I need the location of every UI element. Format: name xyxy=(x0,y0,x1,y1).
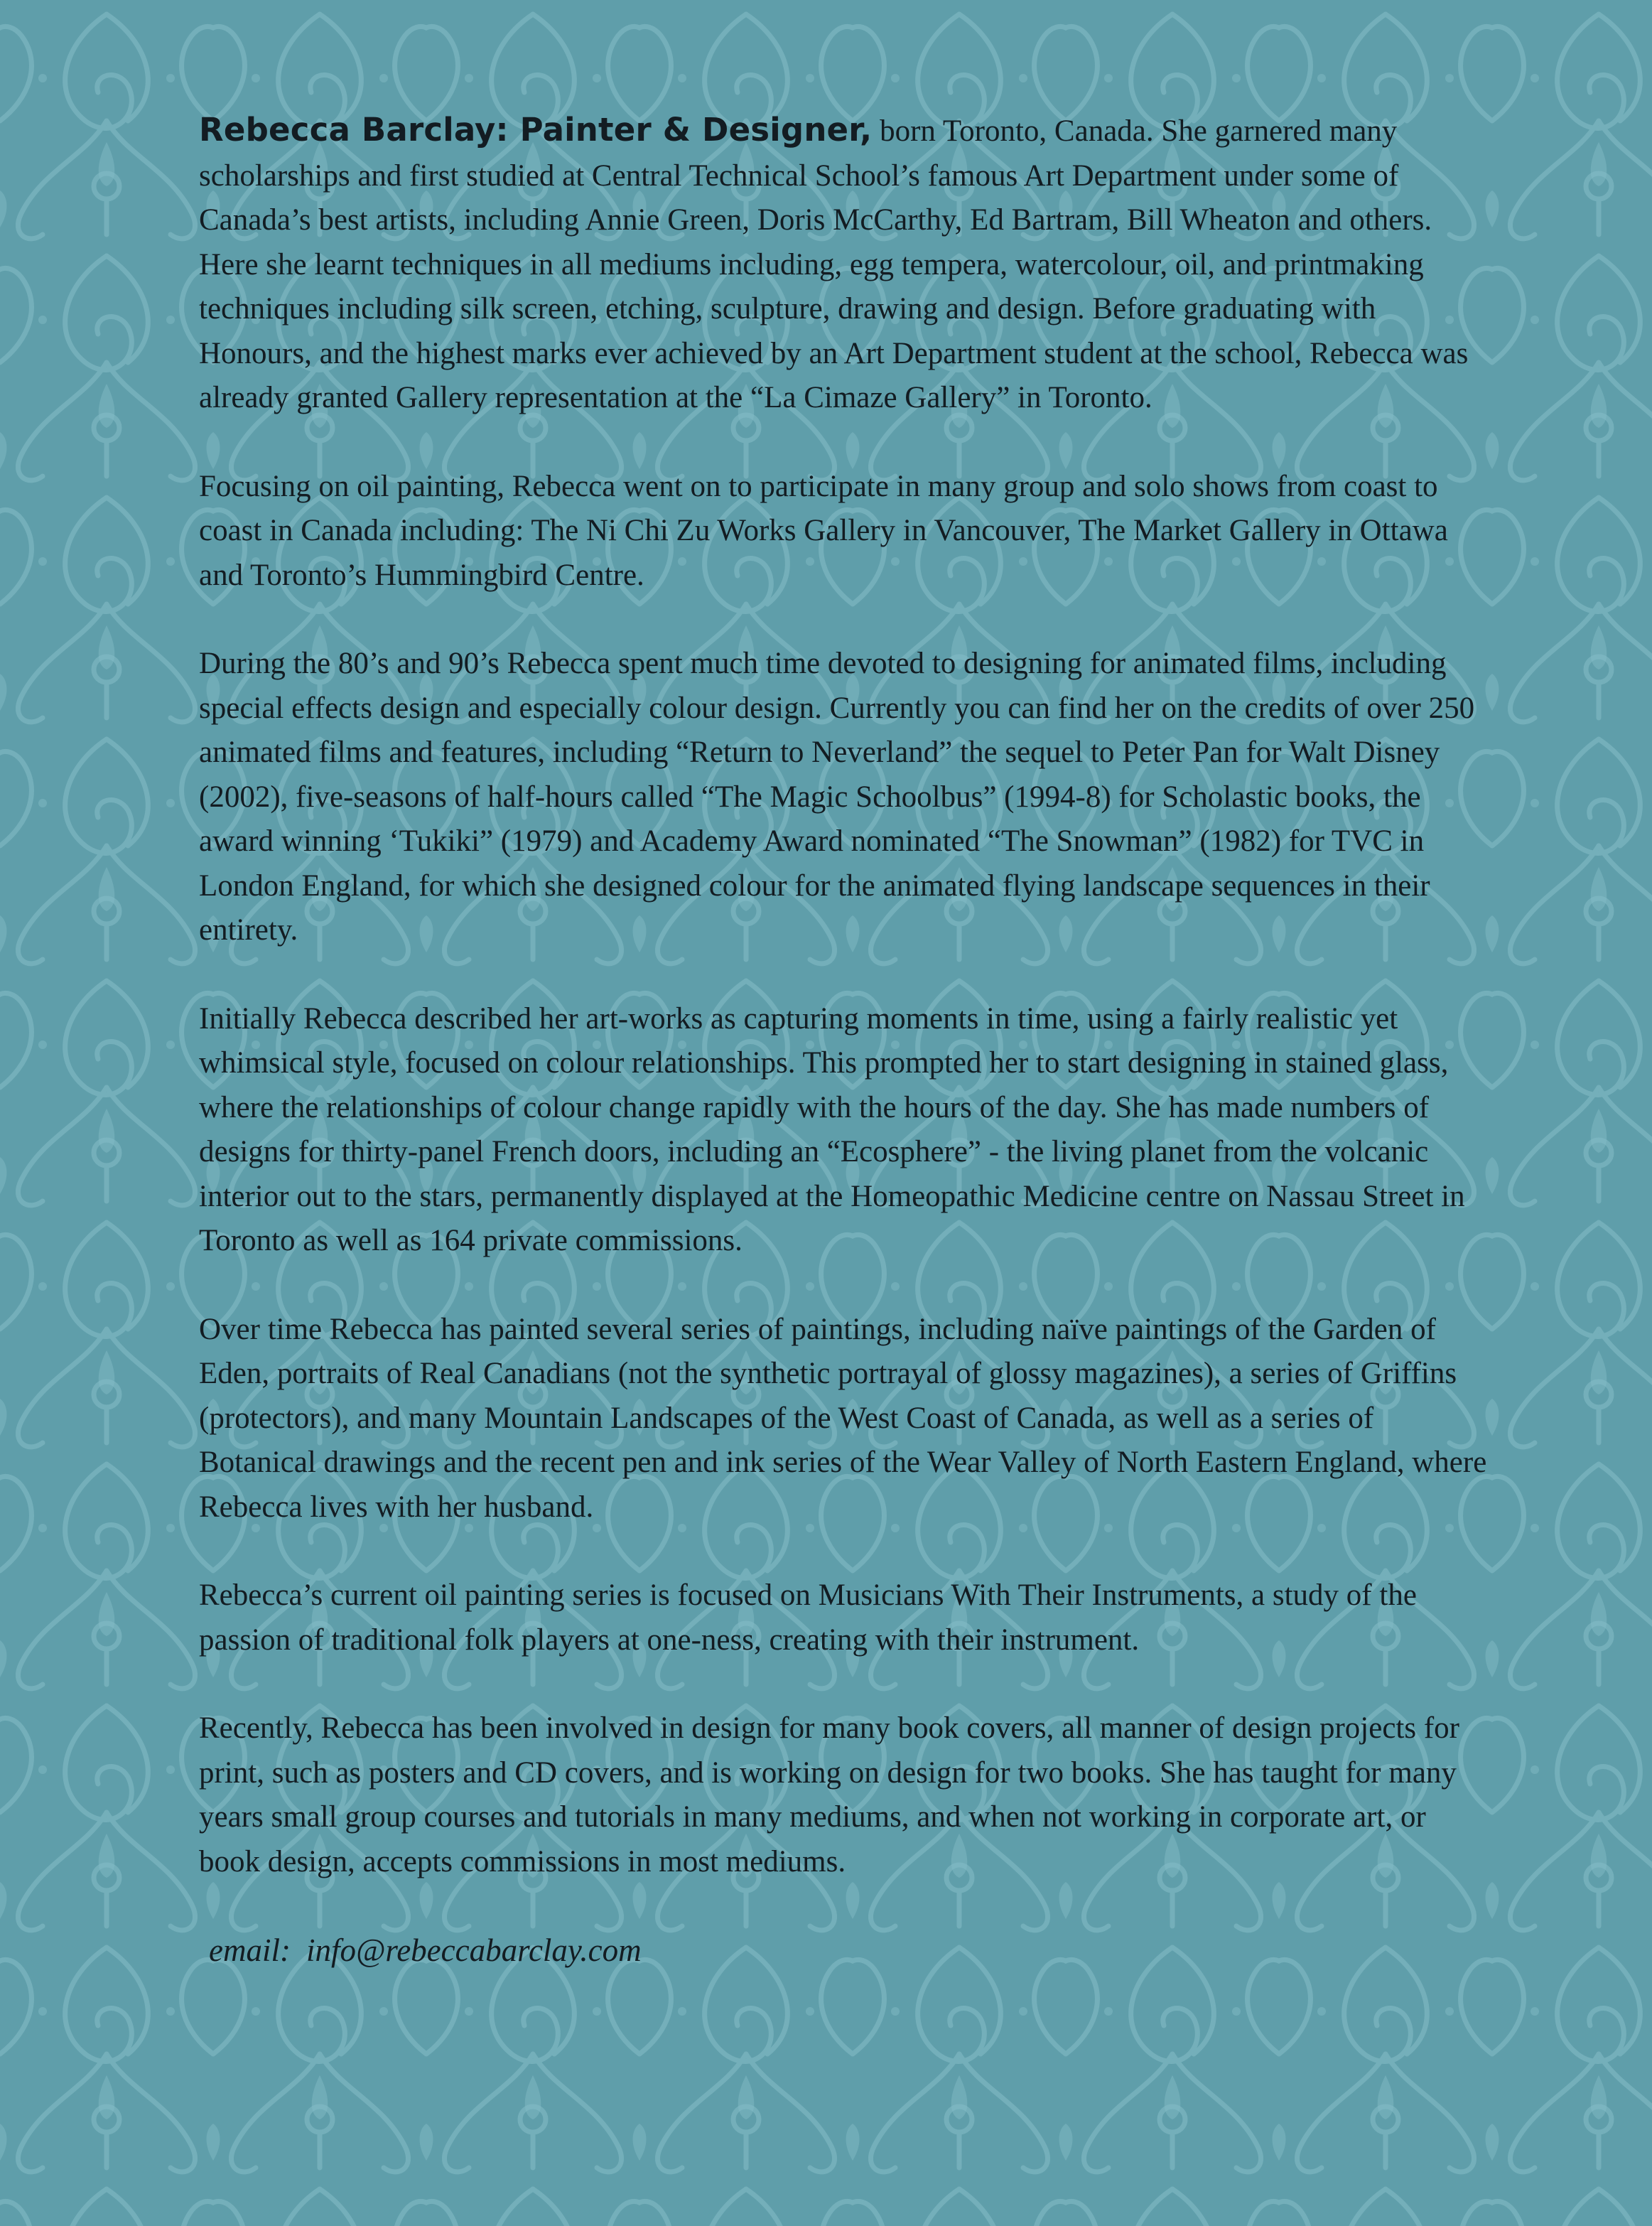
bio-paragraph-intro xyxy=(199,108,1492,421)
bio-article xyxy=(199,108,1492,1973)
bio-paragraph-animation: During the 80’s and 90’s Rebecca spent much time devoted to designing for animated films, including special effects design and especially colour design. Currently you can find her on the credits of over 250 animated films and features, including “Return to Neverland” the sequel to Peter Pan for Walt Disney (2002), five-seasons of half-hours called “The Magic Schoolbus” (1994-8) for Scholastic books, the award winning ‘Tukiki” (1979) and Academy Award nominated “The Snowman” (1982) for TVC in London England, for which she designed colour for the animated flying landscape sequences in their entirety. xyxy=(199,647,1475,947)
email-link[interactable]: info@rebeccabarclay.com xyxy=(306,1932,642,1968)
bio-paragraph-exhibitions: Focusing on oil painting, Rebecca went on to participate in many group and solo shows from coast to coast in Canada including: The Ni Chi Zu Works Gallery in Vancouver, The Market Gallery in Ottawa and Toronto’s Hummingbird Centre. xyxy=(199,469,1448,592)
bio-paragraph-design: Recently, Rebecca has been involved in design for many book covers, all manner of design projects for print, such as posters and CD covers, and is working on design for two books. She has taught for many years small group courses and tutorials in many mediums, and when not working in corporate art, or book design, accepts commissions in most mediums. xyxy=(199,1711,1459,1878)
name-heading: Rebecca Barclay: Painter & Designer, xyxy=(199,111,873,149)
contact-line xyxy=(199,1928,1492,1973)
bio-paragraph-series: Over time Rebecca has painted several series of paintings, including naïve paintings of the Garden of Eden, portraits of Real Canadians (not the synthetic portrayal of glossy magazines), a series of Griffins (protectors), and many Mountain Landscapes of the West Coast of Canada, as well as a series of Botanical drawings and the recent pen and ink series of the Wear Valley of North Eastern England, where Rebecca lives with her husband. xyxy=(199,1312,1487,1524)
bio-paragraph-stained-glass: Initially Rebecca described her art-works as capturing moments in time, using a fairly realistic yet whimsical style, focused on colour relationships. This prompted her to start designing in stained glass, where the relationships of colour change rapidly with the hours of the day. She has made numbers of designs for thirty-panel French doors, including an “Ecosphere” - the living planet from the volcanic interior out to the stars, permanently displayed at the Homeopathic Medicine centre on Nassau Street in Toronto as well as 164 private commissions. xyxy=(199,1001,1465,1257)
bio-paragraph-musicians: Rebecca’s current oil painting series is focused on Musicians With Their Instruments, a study of the passion of traditional folk players at one-ness, creating with their instrument. xyxy=(199,1579,1417,1657)
intro-text: born Toronto, Canada. She garnered many scholarships and first studied at Central Technical School’s famous Art Department under some of Canada’s best artists, including Annie Green, Doris McCarthy, Ed Bartram, Bill Wheaton and others. Here she learnt techniques in all mediums including, egg tempera, watercolour, oil, and printmaking techniques including silk screen, etching, sculpture, drawing and design. Before graduating with Honours, and the highest marks ever achieved by an Art Department student at the school, Rebecca was already granted Gallery representation at the “La Cimaze Gallery” in Toronto. xyxy=(199,114,1469,414)
email-label: email: xyxy=(209,1932,291,1968)
